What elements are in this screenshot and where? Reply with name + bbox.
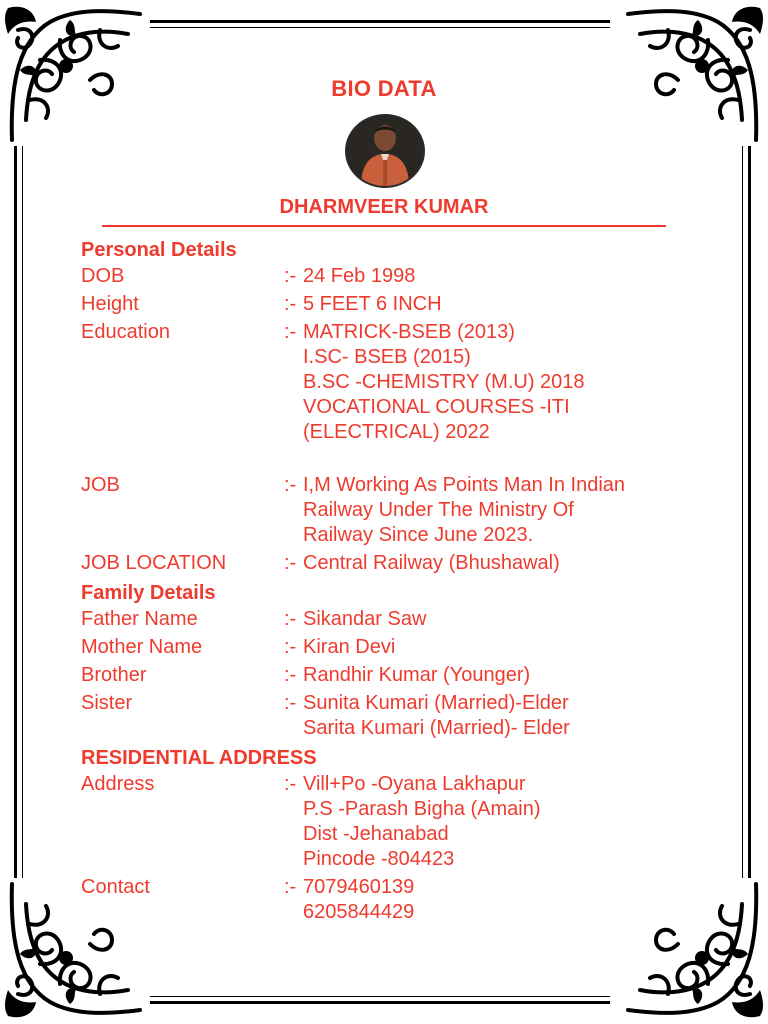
field-separator: :- [284, 692, 297, 714]
frame-left-line [14, 146, 17, 878]
field-label: Mother Name [81, 636, 203, 658]
section-heading-residence: RESIDENTIAL ADDRESS [81, 747, 317, 769]
frame-bottom-line-inner [150, 996, 610, 997]
field-value: MATRICK-BSEB (2013) [303, 321, 515, 343]
field-job-location [81, 551, 701, 576]
field-value: P.S -Parash Bigha (Amain) [303, 798, 541, 820]
field-value: Railway Under The Ministry Of [303, 499, 574, 521]
field-separator: :- [284, 773, 297, 795]
field-separator: :- [284, 608, 297, 630]
field-label: Education [81, 321, 170, 343]
field-value: Sunita Kumari (Married)-Elder [303, 692, 569, 714]
field-value: I,M Working As Points Man In Indian [303, 474, 626, 496]
field-value: I.SC- BSEB (2015) [303, 346, 471, 368]
frame-top-line [150, 20, 610, 23]
field-separator: :- [284, 552, 297, 574]
field-value: 5 FEET 6 INCH [303, 293, 442, 315]
ornamental-corner-icon [618, 0, 768, 150]
section-heading-personal: Personal Details [81, 239, 237, 261]
field-separator: :- [284, 664, 297, 686]
field-brother [81, 663, 701, 688]
field-label: DOB [81, 265, 125, 287]
field-value: Sikandar Saw [303, 608, 427, 630]
field-value: Randhir Kumar (Younger) [303, 664, 531, 686]
frame-right-line [748, 146, 751, 878]
frame-bottom-line [150, 1001, 610, 1004]
frame-top-line-inner [150, 27, 610, 28]
field-value: Pincode -804423 [303, 848, 455, 870]
field-label: Father Name [81, 608, 198, 630]
field-value: 7079460139 [303, 876, 415, 898]
field-value: B.SC -CHEMISTRY (M.U) 2018 [303, 371, 585, 393]
field-contact [81, 875, 701, 925]
name-underline [102, 225, 666, 227]
field-value: Central Railway (Bhushawal) [303, 552, 560, 574]
ornamental-corner-icon [0, 0, 150, 150]
profile-photo [345, 114, 425, 188]
field-label: Brother [81, 664, 147, 686]
field-label: Contact [81, 876, 150, 898]
field-value: Dist -Jehanabad [303, 823, 449, 845]
field-value: Vill+Po -Oyana Lakhapur [303, 773, 526, 795]
field-label: Sister [81, 692, 133, 714]
field-value: Sarita Kumari (Married)- Elder [303, 717, 570, 739]
field-address [81, 772, 701, 872]
field-job [81, 473, 701, 548]
field-separator: :- [284, 265, 297, 287]
field-value: Kiran Devi [303, 636, 396, 658]
field-education [81, 320, 701, 445]
field-sister [81, 691, 701, 741]
field-father-name [81, 607, 701, 632]
field-value: (ELECTRICAL) 2022 [303, 421, 490, 443]
field-separator: :- [284, 321, 297, 343]
field-separator: :- [284, 474, 297, 496]
biodata-content [81, 236, 701, 928]
candidate-name: DHARMVEER KUMAR [279, 196, 489, 218]
frame-right-line-inner [742, 146, 743, 878]
field-value: 24 Feb 1998 [303, 265, 416, 287]
field-label: JOB [81, 474, 120, 496]
field-value: VOCATIONAL COURSES -ITI [303, 396, 570, 418]
field-label: Height [81, 293, 139, 315]
field-value: 6205844429 [303, 901, 415, 923]
page-title: BIO DATA [331, 76, 437, 101]
field-separator: :- [284, 876, 297, 898]
field-height [81, 292, 701, 317]
frame-left-line-inner [22, 146, 23, 878]
section-heading-family: Family Details [81, 582, 216, 604]
field-value: Railway Since June 2023. [303, 524, 534, 546]
field-separator: :- [284, 636, 297, 658]
field-label: Address [81, 773, 155, 795]
field-dob [81, 264, 701, 289]
field-mother-name [81, 635, 701, 660]
field-separator: :- [284, 293, 297, 315]
field-label: JOB LOCATION [81, 552, 227, 574]
